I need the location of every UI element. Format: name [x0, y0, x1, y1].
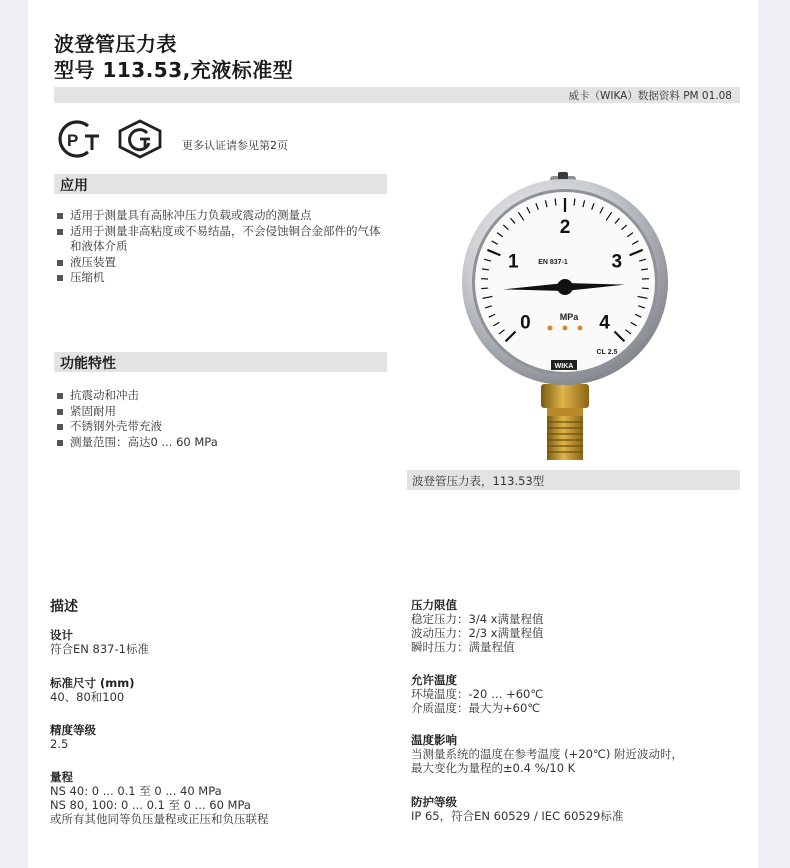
pressure-gauge-image	[455, 172, 675, 467]
gauge-scale-label: 3	[611, 251, 623, 273]
spec-label: 压力限值	[411, 598, 457, 612]
application-list	[56, 208, 390, 286]
gauge-brand: WIKA	[554, 363, 574, 370]
certification-note: 更多认证请参见第2页	[182, 139, 288, 152]
gauge-pointer-hub	[557, 279, 573, 295]
spec-value: 40、80和100	[50, 690, 125, 704]
spec-value: 或所有其他同等负压量程或正压和负压联程	[50, 812, 269, 826]
gauge-tick	[481, 288, 488, 289]
spec-temperature-effect	[411, 733, 683, 775]
list-item: 紧固耐用	[56, 404, 390, 420]
spec-value: 符合EN 837-1标准	[50, 642, 149, 656]
gauge-class-label: CL 2.5	[596, 349, 618, 356]
gauge-unit-label: MPa	[559, 312, 579, 322]
application-heading-bar	[54, 174, 387, 194]
features-heading: 功能特性	[60, 356, 116, 372]
gauge-standard-label: EN 837-1	[538, 259, 568, 266]
datasheet-reference: 威卡（WIKA）数据资料 PM 01.08	[568, 90, 732, 102]
spec-ingress-protection	[411, 795, 623, 823]
image-caption: 波登管压力表，113.53型	[412, 474, 545, 488]
spec-label: 允许温度	[411, 673, 457, 687]
gauge-scale-label: 4	[599, 312, 610, 334]
list-item: 适用于测量非高粘度或不易结晶，不会侵蚀铜合金部件的气体和液体介质	[56, 224, 390, 255]
spec-value: 瞬时压力：满量程值	[411, 640, 515, 654]
spec-range	[50, 770, 269, 826]
gauge-tick	[642, 288, 649, 289]
spec-accuracy	[50, 723, 96, 751]
thread-connector	[547, 416, 583, 460]
spec-value: 环境温度：-20 … +60℃	[411, 687, 544, 701]
svg-text:P: P	[67, 131, 79, 150]
datasheet-bar	[54, 87, 740, 103]
list-item: 抗震动和冲击	[56, 388, 390, 404]
spec-value: 当测量系统的温度在参考温度 (+20℃) 附近波动时，	[411, 747, 683, 761]
list-item: 适用于测量具有高脉冲压力负载或震动的测量点	[56, 208, 390, 224]
rst-certification-logo	[54, 118, 106, 160]
spec-label: 量程	[50, 770, 73, 784]
spec-value: 稳定压力：3/4 x满量程值	[411, 612, 544, 626]
list-item: 测量范围：高达0 ... 60 MPa	[56, 435, 390, 451]
spec-value: 介质温度：最大为+60℃	[411, 701, 541, 715]
list-item: 不锈钢外壳带充液	[56, 419, 390, 435]
application-heading: 应用	[60, 178, 88, 194]
gauge-scale-label: 0	[520, 312, 531, 334]
spec-value: NS 40: 0 ... 0.1 至 0 ... 40 MPa	[50, 784, 222, 798]
features-list	[56, 388, 390, 450]
gauge-scale-label: 1	[507, 251, 519, 273]
image-caption-bar	[407, 470, 740, 490]
spec-label: 温度影响	[411, 733, 457, 747]
page-title: 波登管压力表	[54, 32, 177, 56]
spec-label: 标准尺寸 (mm)	[50, 676, 135, 690]
gauge-tick	[555, 199, 556, 206]
spec-size	[50, 676, 134, 704]
spec-value: IP 65，符合EN 60529 / IEC 60529标准	[411, 809, 624, 823]
spec-value: 最大变化为量程的±0.4 %/10 K	[411, 761, 576, 775]
gost-certification-logo	[116, 118, 164, 160]
spec-pressure-limits	[411, 598, 543, 654]
spec-value: NS 80, 100: 0 ... 0.1 至 0 ... 60 MPa	[50, 798, 251, 812]
spec-value: 2.5	[50, 737, 69, 751]
list-item: 液压装置	[56, 255, 390, 271]
spec-label: 防护等级	[411, 795, 457, 809]
spec-label: 设计	[50, 628, 73, 642]
page-subtitle: 型号 113.53,充液标准型	[54, 58, 294, 82]
list-item: 压缩机	[56, 270, 390, 286]
gauge-tick	[574, 199, 575, 206]
gauge-scale-label: 2	[559, 217, 571, 238]
features-heading-bar	[54, 352, 387, 372]
spec-label: 精度等级	[50, 723, 96, 737]
spec-value: 波动压力：2/3 x满量程值	[411, 626, 544, 640]
spec-temperature	[411, 673, 543, 715]
description-heading: 描述	[50, 599, 78, 615]
spec-design	[50, 628, 149, 656]
